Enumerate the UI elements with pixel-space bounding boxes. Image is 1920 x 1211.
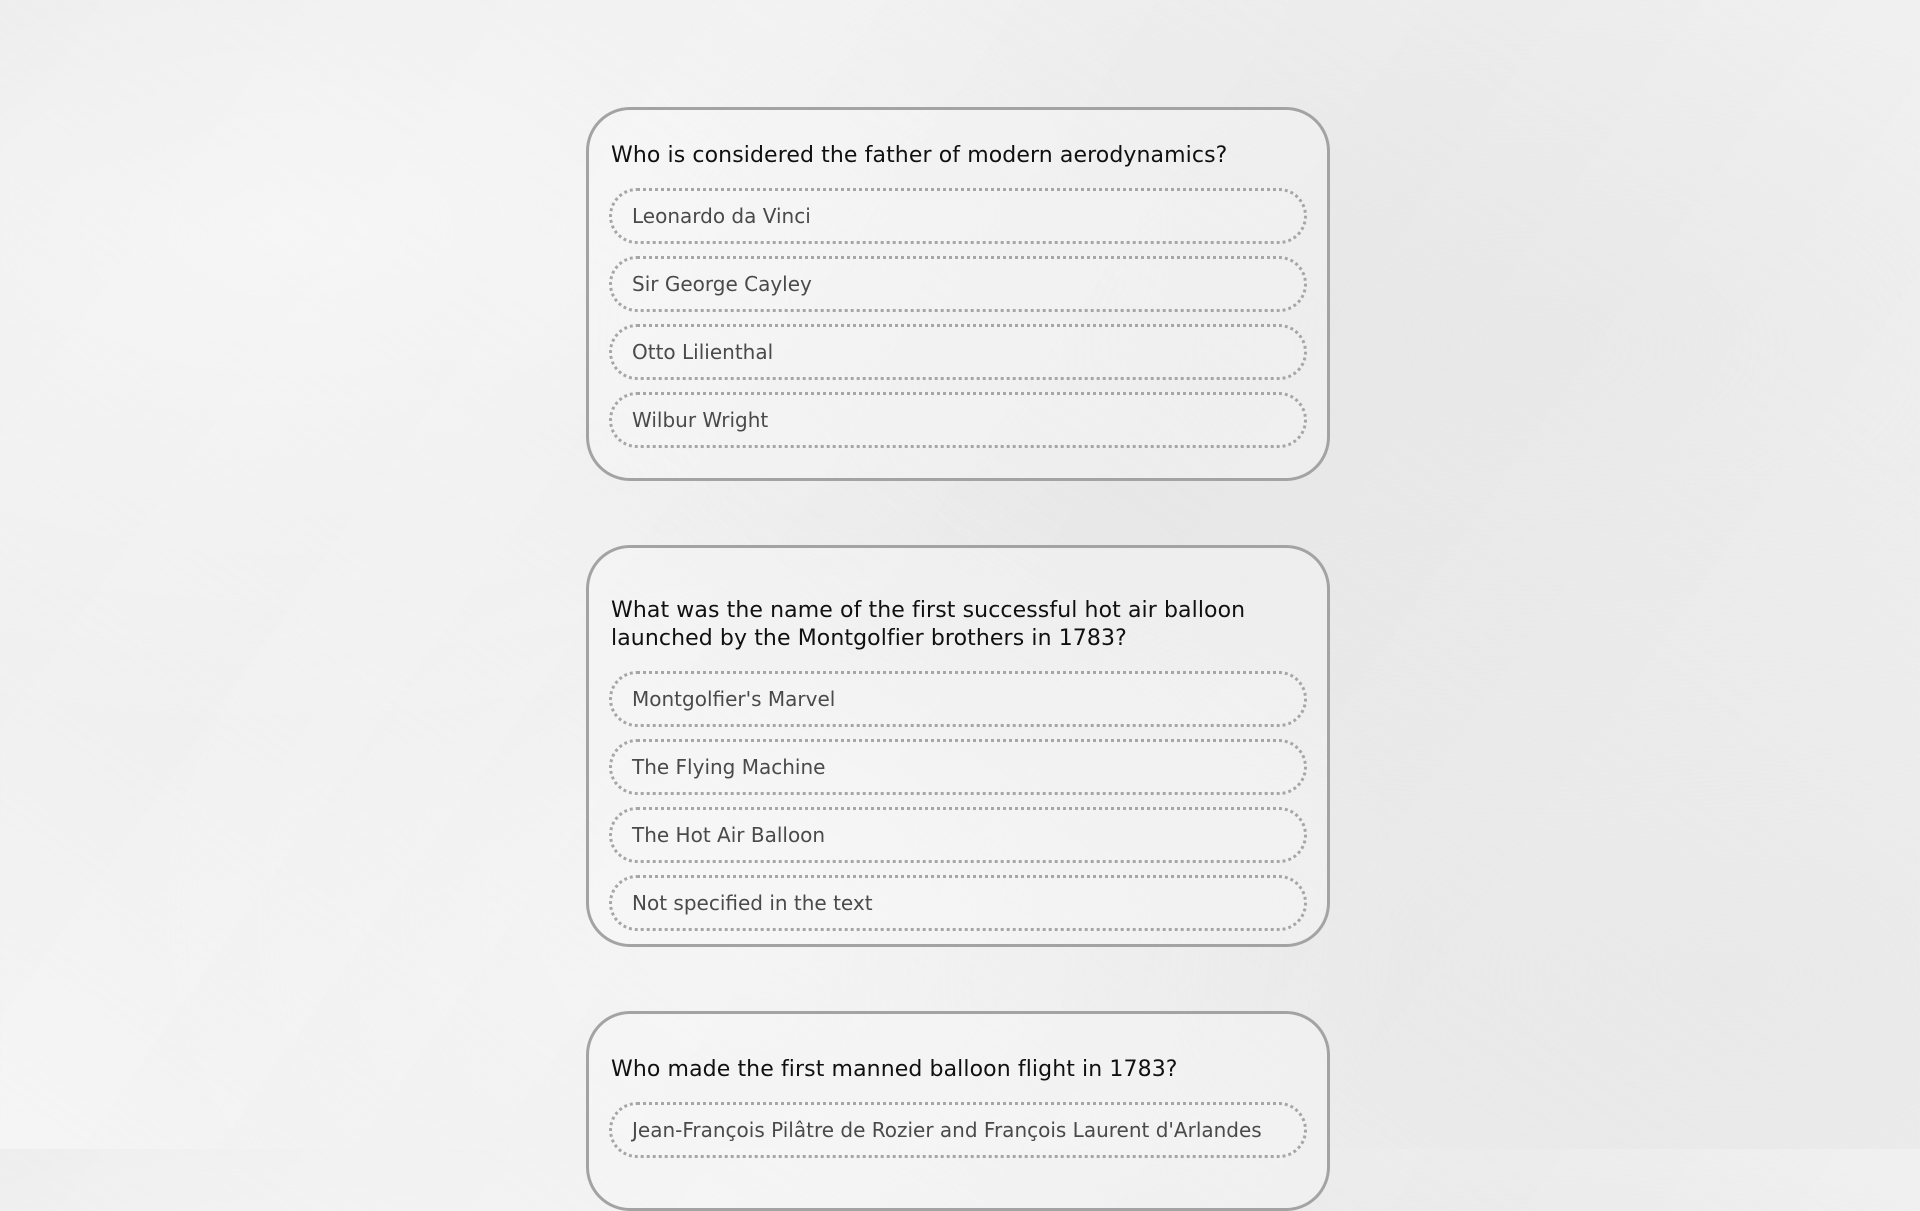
- question-text: Who is considered the father of modern aerodynamics?: [611, 143, 1228, 168]
- answer-options: [609, 1102, 1307, 1158]
- question-card: [586, 107, 1330, 481]
- answer-option[interactable]: Montgolfier's Marvel: [609, 671, 1307, 727]
- answer-option[interactable]: Leonardo da Vinci: [609, 188, 1307, 244]
- answer-option[interactable]: Wilbur Wright: [609, 392, 1307, 448]
- answer-option[interactable]: Sir George Cayley: [609, 256, 1307, 312]
- answer-option[interactable]: The Flying Machine: [609, 739, 1307, 795]
- answer-option[interactable]: Not specified in the text: [609, 875, 1307, 931]
- question-card: [586, 1011, 1330, 1211]
- answer-option[interactable]: Otto Lilienthal: [609, 324, 1307, 380]
- answer-option[interactable]: The Hot Air Balloon: [609, 807, 1307, 863]
- question-card: [586, 545, 1330, 947]
- answer-options: [609, 671, 1307, 931]
- question-text: Who made the first manned balloon flight in 1783?: [611, 1057, 1178, 1082]
- answer-options: [609, 188, 1307, 448]
- answer-option[interactable]: Jean-François Pilâtre de Rozier and François Laurent d'Arlandes: [609, 1102, 1307, 1158]
- question-text: What was the name of the first successful hot air balloon launched by the Montgolfier brothers in 1783?: [611, 598, 1246, 651]
